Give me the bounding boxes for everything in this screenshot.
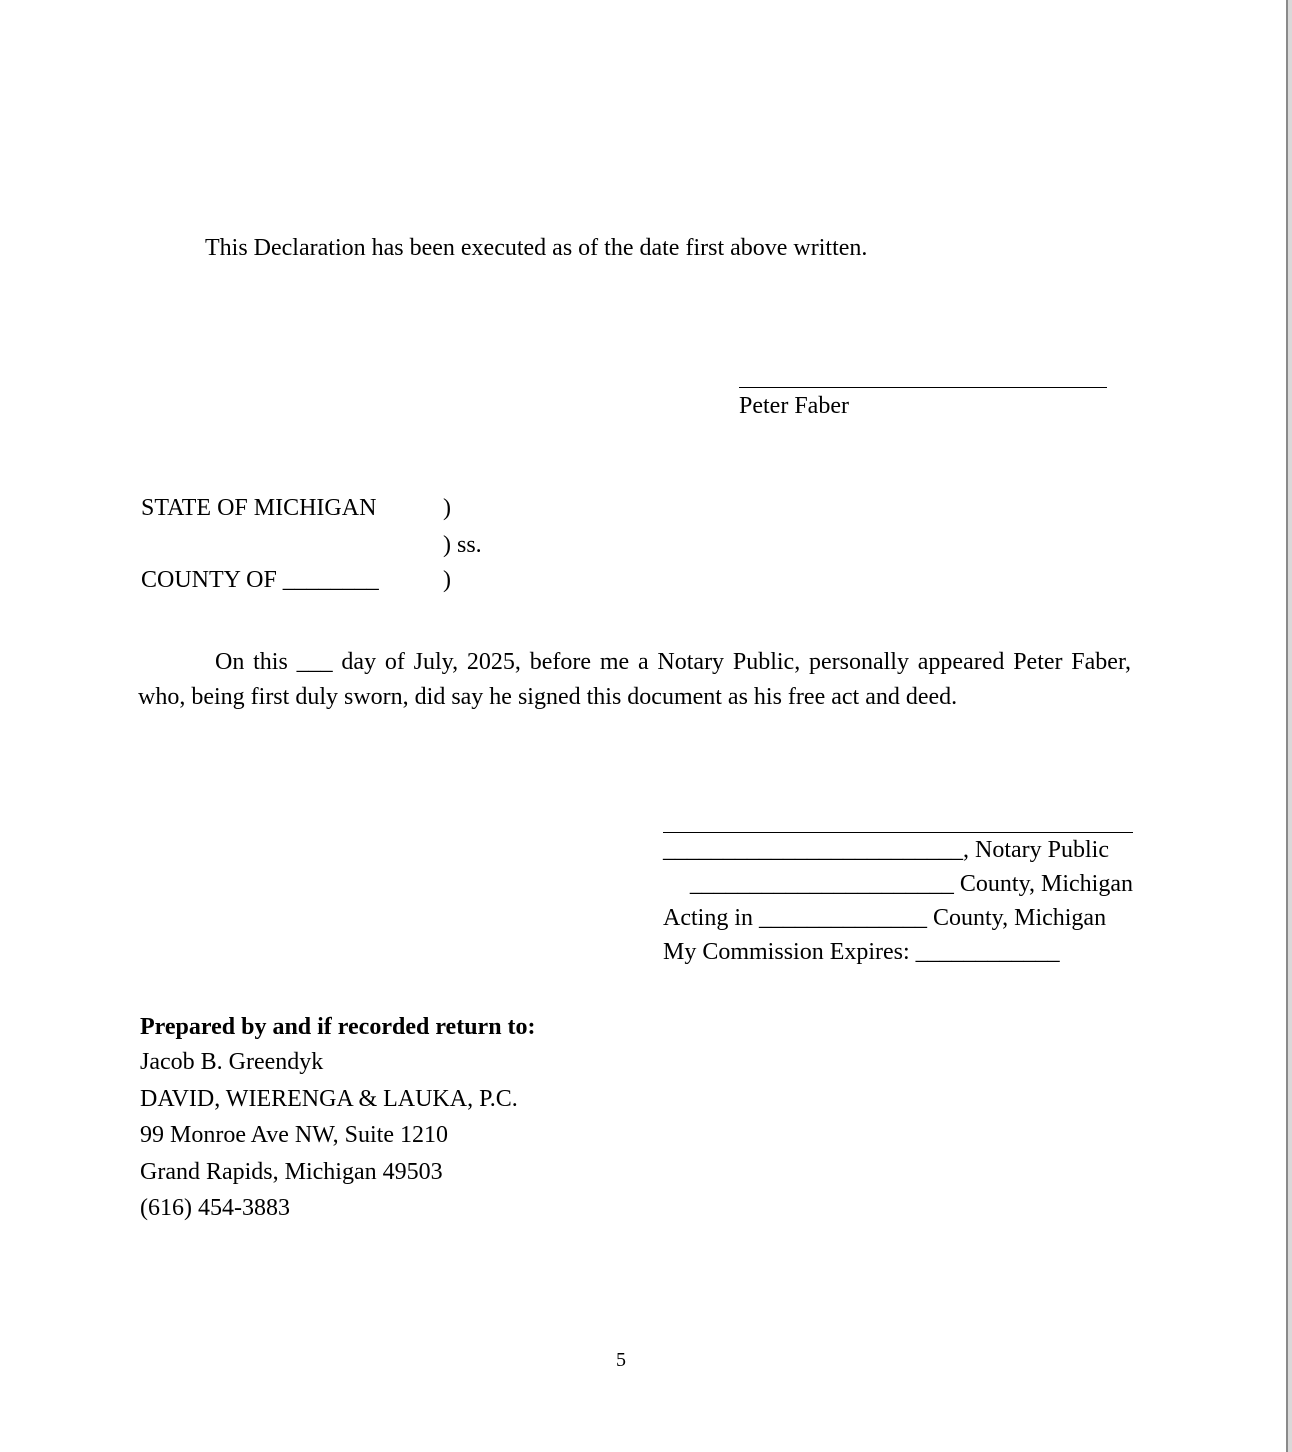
page-number: 5 <box>616 1349 626 1371</box>
notary-signature-line <box>663 815 1133 833</box>
page-edge-shadow <box>1288 0 1292 1452</box>
notary-block <box>663 815 1133 969</box>
venue-county: COUNTY OF ________ <box>141 567 379 593</box>
signer-name: Peter Faber <box>739 393 849 419</box>
preparer-address-line1: 99 Monroe Ave NW, Suite 1210 <box>140 1122 448 1148</box>
prepared-by-block <box>140 1010 536 1227</box>
notary-county-line: ______________________ County, Michigan <box>689 871 1133 897</box>
notary-acting-in-line: Acting in ______________ County, Michigan <box>663 905 1107 931</box>
preparer-address-line2: Grand Rapids, Michigan 49503 <box>140 1158 443 1185</box>
preparer-phone: (616) 454-3883 <box>140 1195 290 1221</box>
notary-public-line: _________________________, Notary Public <box>663 837 1109 863</box>
preparer-firm: DAVID, WIERENGA & LAUKA, P.C. <box>140 1085 518 1112</box>
signature-line <box>739 387 1107 388</box>
venue-paren-bottom: ) <box>443 567 451 593</box>
venue-paren-top: ) <box>443 495 451 521</box>
acknowledgment-paragraph: On this ___ day of July, 2025, before me a Notary Public, personally appeared Peter Faber, who, being first duly sworn, did say he signed this document as his free act and deed. <box>138 649 1131 710</box>
prepared-by-heading: Prepared by and if recorded return to: <box>140 1014 536 1040</box>
preparer-name: Jacob B. Greendyk <box>140 1049 324 1075</box>
notary-commission-line: My Commission Expires: ____________ <box>663 939 1060 965</box>
execution-statement: This Declaration has been executed as of the date first above written. <box>205 235 868 261</box>
venue-paren-ss: ) ss. <box>443 532 482 558</box>
venue-state: STATE OF MICHIGAN <box>141 495 377 521</box>
